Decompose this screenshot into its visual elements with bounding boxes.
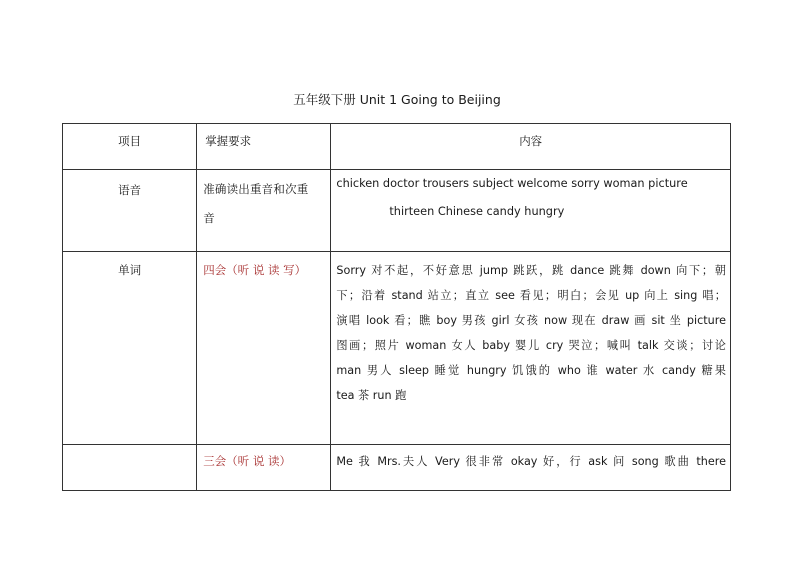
header-requirement: 掌握要求: [197, 124, 331, 170]
content-line: Me 我 Mrs.夫人 Very 很非常 okay 好，行 ask 问 song 歌曲 there: [336, 455, 726, 468]
content-line: 演唱 look 看；瞧 boy 男孩 girl 女孩 now 现在 draw 画 sit 坐 picture: [336, 314, 726, 327]
header-content: 内容: [331, 124, 731, 170]
requirement-cell: [197, 170, 331, 252]
category-cell: [63, 445, 197, 491]
content-cell: [331, 252, 731, 445]
table-row: [63, 445, 731, 491]
content-cell: [331, 445, 731, 491]
content-line: Sorry 对不起，不好意思 jump 跳跃，跳 dance 跳舞 down 向下；朝: [336, 264, 726, 277]
category-cell: 语音: [63, 170, 197, 252]
requirement-text: 准确读出重音和次重音: [203, 182, 309, 225]
header-item: 项目: [63, 124, 197, 170]
table-row: [63, 252, 731, 445]
content-line: 图画；照片 woman 女人 baby 婴儿 cry 哭泣；喊叫 talk 交谈；讨论: [336, 339, 726, 352]
content-table: [62, 123, 731, 491]
table-header-row: [63, 124, 731, 170]
requirement-cell: 三会（听 说 读）: [197, 445, 331, 491]
content-cell: [331, 170, 731, 252]
requirement-cell: 四会（听 说 读 写）: [197, 252, 331, 445]
content-line: chicken doctor trousers subject welcome sorry woman picture: [336, 177, 688, 190]
content-line: man 男人 sleep 睡觉 hungry 饥饿的 who 谁 water 水 candy 糖果: [336, 364, 726, 377]
table-row: [63, 170, 731, 252]
category-cell: 单词: [63, 252, 197, 445]
page-title: 五年级下册 Unit 1 Going to Beijing: [293, 92, 501, 107]
content-line: tea 茶 run 跑: [336, 389, 407, 402]
content-line: 下；沿着 stand 站立；直立 see 看见；明白；会见 up 向上 sing 唱；: [336, 289, 726, 302]
content-line: thirteen Chinese candy hungry: [389, 205, 565, 218]
